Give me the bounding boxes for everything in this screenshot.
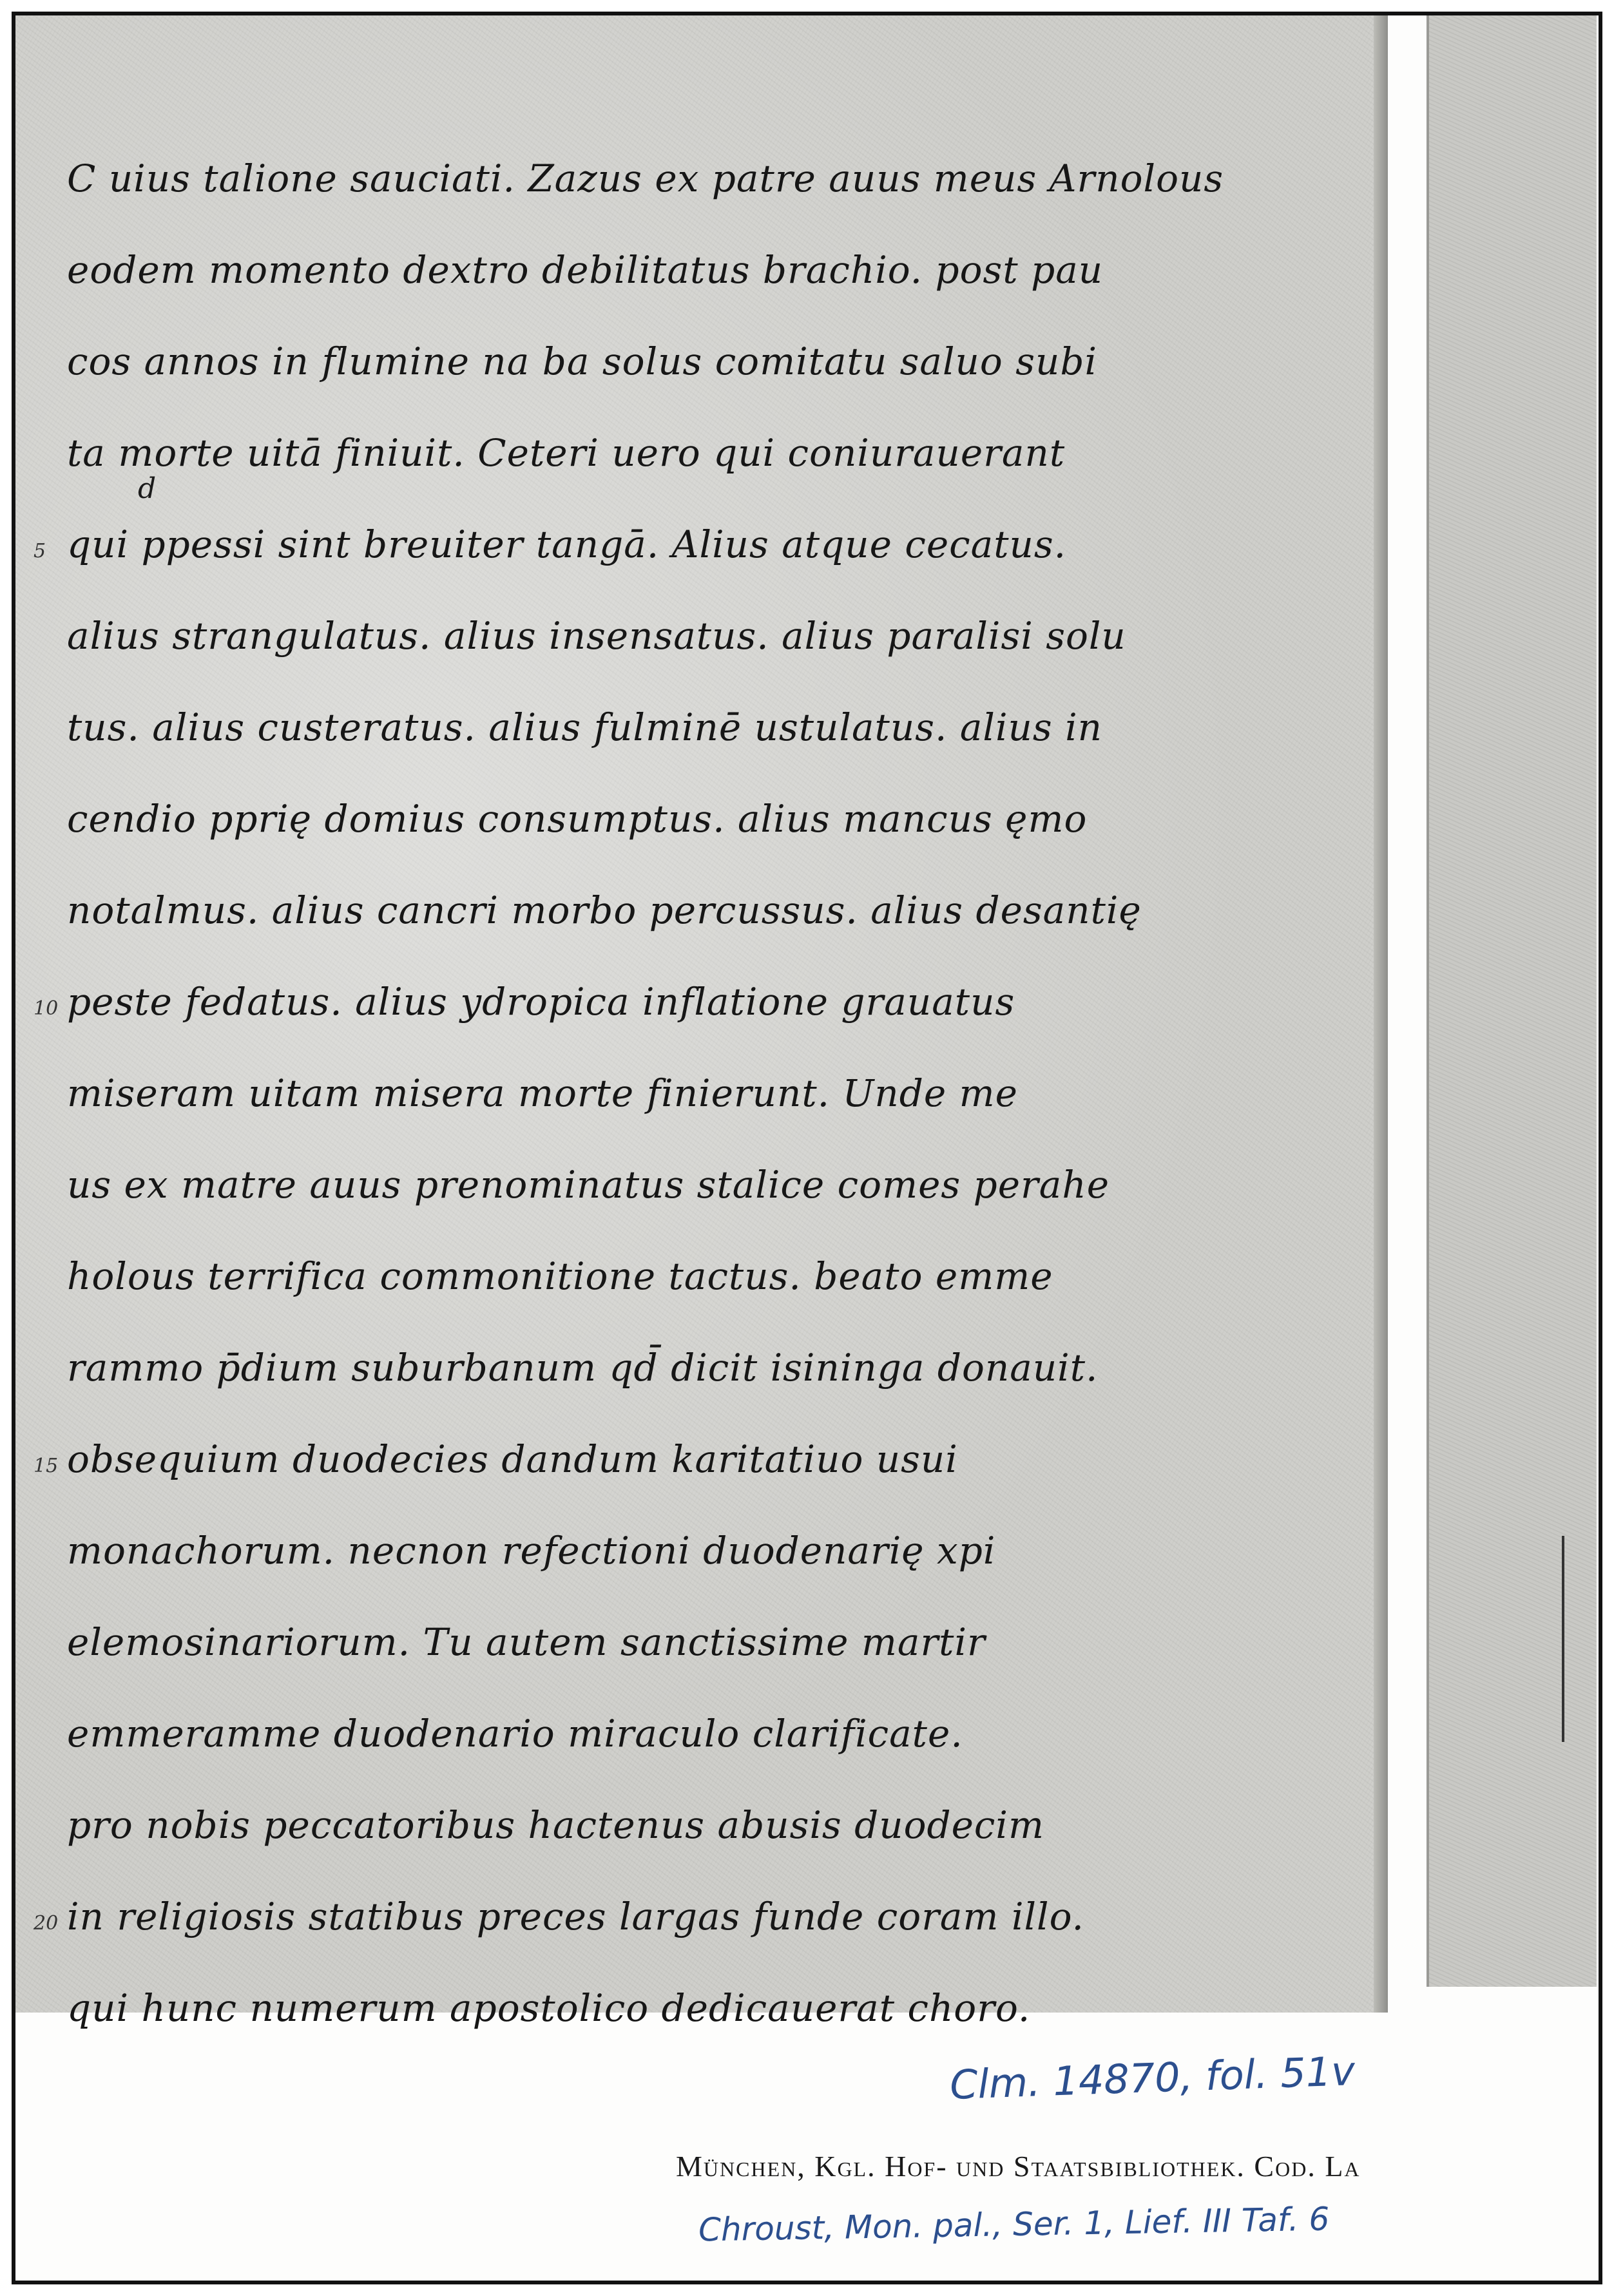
manuscript-line-text: qui hunc numerum apostolico dedicauerat choro.	[67, 1986, 1031, 2030]
manuscript-line-text: emmeramme duodenario miraculo clarificate.	[67, 1712, 963, 1755]
manuscript-line-text: rammo p̄dium suburbanum qd̄ dicit isininga donauit.	[67, 1346, 1099, 1390]
manuscript-line-text: notalmus. alius cancri morbo percussus. alius desantię	[67, 888, 1142, 932]
library-caption: München, Kgl. Hof- und Staatsbibliothek. Cod. La	[676, 2150, 1361, 2183]
manuscript-line-text: C uius talione sauciati. Zazus ex patre auus meus Arnolous	[67, 157, 1224, 200]
manuscript-line	[67, 1585, 1291, 1677]
manuscript-line-text: elemosinariorum. Tu autem sanctissime martir	[67, 1620, 986, 1664]
manuscript-line-text: miseram uitam misera morte finierunt. Unde me	[67, 1071, 1018, 1115]
manuscript-line	[67, 854, 1291, 945]
manuscript-line-text: qui ppessi sint breuiter tangā. Alius atque cecatus.	[67, 522, 1067, 566]
manuscript-leaf	[15, 15, 1388, 2030]
manuscript-line-text: peste fedatus. alius ydropica inflatione grauatus	[67, 980, 1015, 1024]
manuscript-line-text: pro nobis peccatoribus hactenus abusis duodecim	[67, 1803, 1044, 1847]
manuscript-line	[67, 1677, 1291, 1768]
manuscript-line-text: alius strangulatus. alius insensatus. alius paralisi solu	[67, 614, 1126, 658]
manuscript-line-text: eodem momento dextro debilitatus brachio. post pau	[67, 248, 1104, 292]
manuscript-line	[34, 472, 1291, 579]
manuscript-line-text: ta morte uitā finiuit. Ceteri uero qui coniurauerant	[67, 431, 1066, 475]
manuscript-line	[67, 762, 1291, 854]
manuscript-line	[67, 305, 1291, 396]
manuscript-line	[67, 1220, 1291, 1311]
manuscript-line	[67, 579, 1291, 671]
interlinear-gloss: d	[138, 472, 157, 505]
manuscript-line-text: holous terrifica commonitione tactus. beato emme	[67, 1254, 1053, 1298]
manuscript-line	[67, 122, 1291, 213]
manuscript-line-text: cos annos in flumine na ba solus comitatu saluo subi	[67, 340, 1098, 383]
manuscript-line	[34, 945, 1291, 1037]
reference-handwritten-note: Chroust, Mon. pal., Ser. 1, Lief. III Taf. 6	[698, 2200, 1330, 2249]
manuscript-line-text: cendio pprię domius consumptus. alius mancus ęmo	[67, 797, 1088, 841]
line-number: 5	[34, 540, 46, 562]
manuscript-line	[67, 671, 1291, 762]
bracket-mark	[1552, 1536, 1564, 1742]
manuscript-line	[34, 1402, 1291, 1494]
manuscript-line	[67, 1128, 1291, 1220]
manuscript-line	[67, 1494, 1291, 1585]
manuscript-line	[67, 1768, 1291, 1860]
manuscript-line	[67, 1311, 1291, 1402]
manuscript-line	[67, 213, 1291, 305]
manuscript-line	[67, 396, 1291, 488]
adjacent-leaf-edge	[1427, 15, 1597, 1987]
scan-frame	[12, 12, 1602, 2284]
line-number: 15	[34, 1455, 59, 1477]
manuscript-text-block	[34, 122, 1291, 2043]
manuscript-line	[67, 1951, 1291, 2043]
manuscript-line-text: tus. alius custeratus. alius fulminē ustulatus. alius in	[67, 705, 1102, 749]
line-number: 20	[34, 1912, 59, 1935]
manuscript-line-text: in religiosis statibus preces largas funde coram illo.	[67, 1895, 1084, 1938]
shelfmark-handwritten-note: Clm. 14870, fol. 51v	[948, 2047, 1356, 2109]
manuscript-line-text: us ex matre auus prenominatus stalice comes perahe	[67, 1163, 1110, 1207]
line-number: 10	[34, 997, 59, 1020]
manuscript-line	[34, 1860, 1291, 1951]
manuscript-line-text: monachorum. necnon refectioni duodenarię xpi	[67, 1529, 996, 1573]
manuscript-line	[67, 1037, 1291, 1128]
manuscript-line-text: obsequium duodecies dandum karitatiuo usui	[67, 1437, 958, 1481]
